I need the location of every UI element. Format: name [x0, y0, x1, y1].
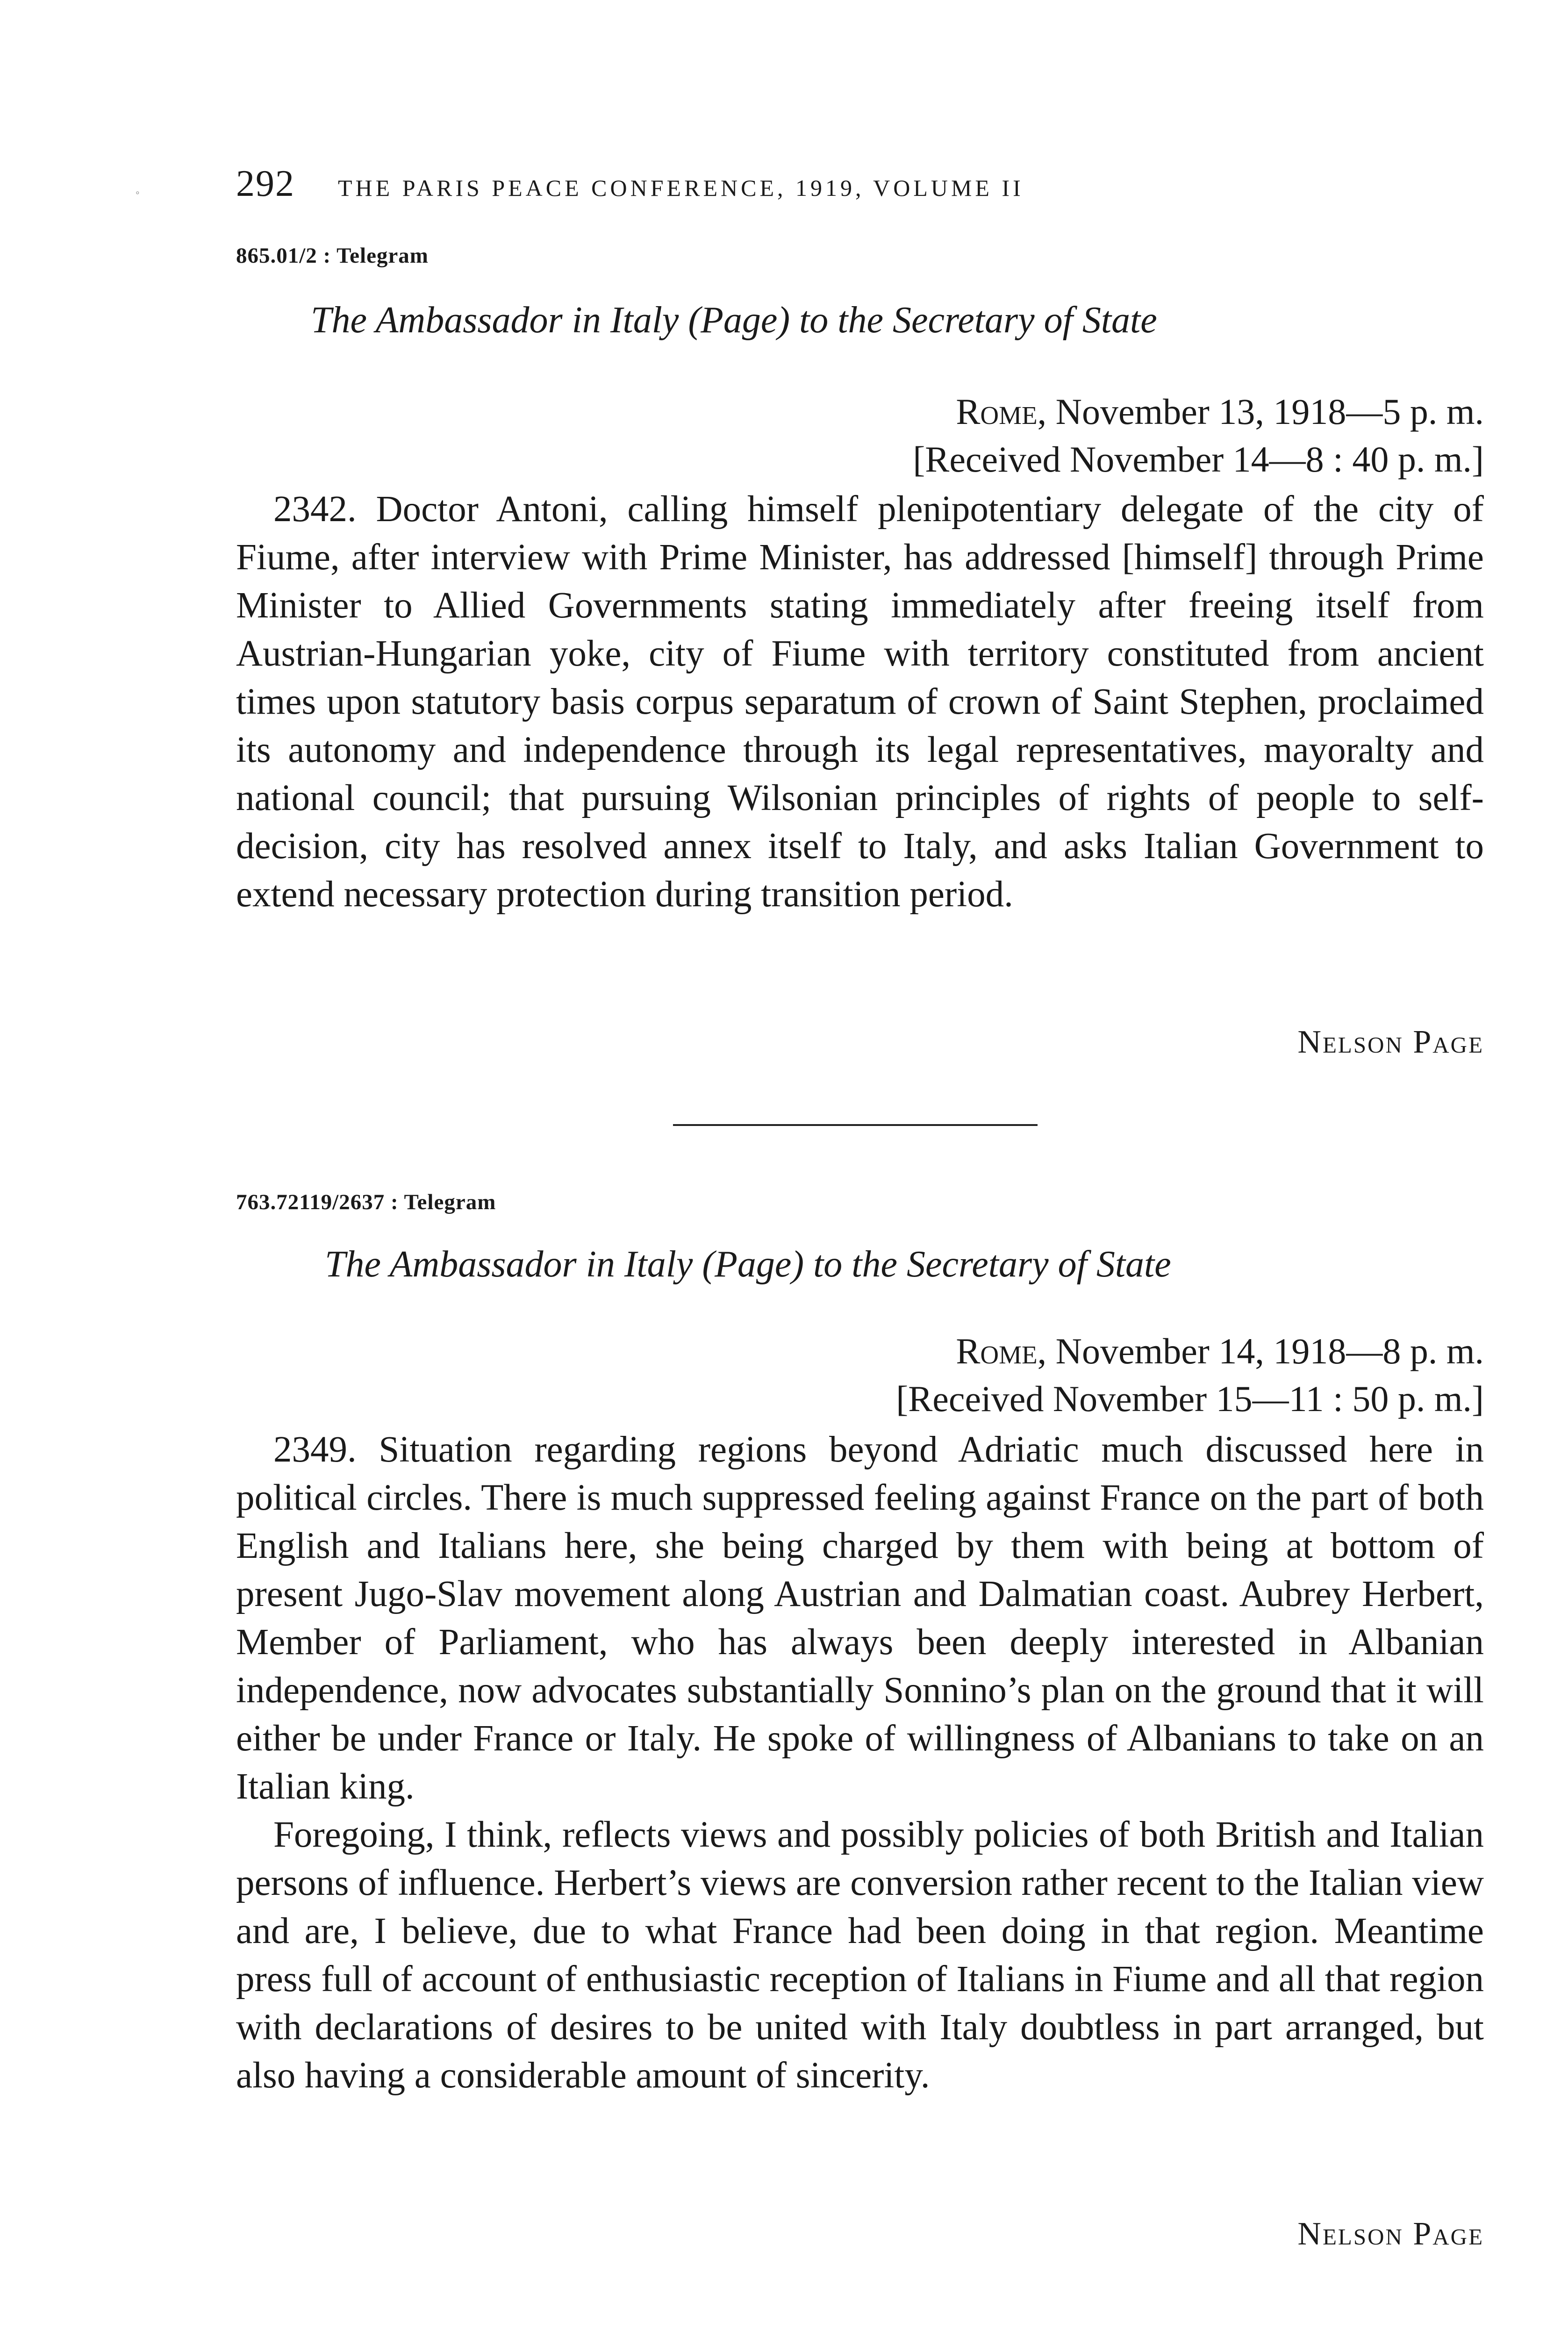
- paragraph: 2349. Situation regarding regions beyond Adriatic much discussed here in political circles. There is much suppressed feeling against France on the part of both English and Italians here, she being charged by them with being at bottom of present Jugo-Slav movement along Austrian and Dalmatian coast. Aubrey Herbert, Member of Parliament, who has always been deeply interested in Albanian independence, now advocates substantially Sonnino’s plan on the ground that it will either be under France or Italy. He spoke of willingness of Albanians to take on an Italian king.: [236, 1429, 1484, 1807]
- received-note: [Received November 14—8 : 40 p. m.]: [913, 439, 1484, 480]
- telegram-body: [236, 1426, 1484, 2100]
- signature: Nelson Page: [1297, 2216, 1484, 2252]
- file-reference: 763.72119/2637 : Telegram: [236, 1190, 496, 1214]
- section-divider: [673, 1124, 1038, 1126]
- running-head: [236, 163, 1024, 205]
- margin-mark: ◦: [136, 187, 140, 199]
- signature: Nelson Page: [1297, 1024, 1484, 1060]
- page-number: 292: [236, 163, 295, 204]
- telegram-body: [236, 485, 1484, 918]
- dateline: [913, 388, 1484, 483]
- file-reference: 865.01/2 : Telegram: [236, 244, 429, 268]
- dateline-place: Rome,: [956, 391, 1047, 432]
- dateline-date: November 13, 1918—5 p. m.: [1055, 391, 1484, 432]
- document-heading: The Ambassador in Italy (Page) to the Secretary of State: [311, 300, 1157, 341]
- running-title: THE PARIS PEACE CONFERENCE, 1919, VOLUME II: [338, 175, 1024, 201]
- dateline-place: Rome,: [956, 1331, 1047, 1371]
- paragraph: Foregoing, I think, reflects views and possibly policies of both British and Italian persons of influence. Herbert’s views are conversion rather recent to the Italian view and are, I believe, due to what France had been doing in that region. Meantime press full of account of enthusiastic reception of Italians in Fiume and all that region with declarations of desires to be united with Italy doubtless in part arranged, but also having a considerable amount of sincerity.: [236, 1814, 1484, 2096]
- dateline-date: November 14, 1918—8 p. m.: [1055, 1331, 1484, 1371]
- document-heading: The Ambassador in Italy (Page) to the Secretary of State: [325, 1244, 1171, 1285]
- dateline: [896, 1327, 1484, 1423]
- paragraph: 2342. Doctor Antoni, calling himself plenipotentiary delegate of the city of Fiume, after interview with Prime Minister, has addressed [himself] through Prime Minister to Allied Governments stating immediately after freeing itself from Austrian-Hungarian yoke, city of Fiume with territory constituted from ancient times upon statutory basis corpus separatum of crown of Saint Stephen, proclaimed its autonomy and independence through its legal representatives, mayoralty and national council; that pursuing Wilsonian principles of rights of people to self-decision, city has resolved annex itself to Italy, and asks Italian Government to extend necessary protection during transition period.: [236, 489, 1484, 915]
- received-note: [Received November 15—11 : 50 p. m.]: [896, 1378, 1484, 1419]
